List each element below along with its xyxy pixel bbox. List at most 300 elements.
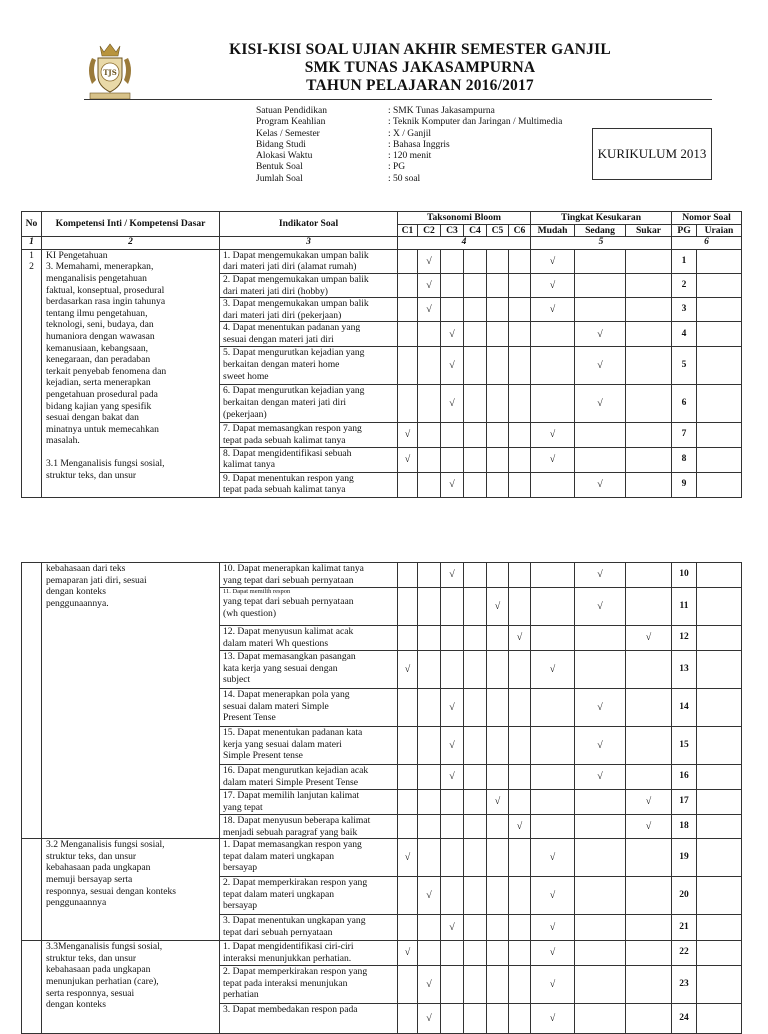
section1-kd_lines-line: pengetahuan prosedural pada	[46, 388, 158, 400]
tingkat-sukar-cell	[626, 273, 672, 297]
title-line-2: SMK TUNAS JAKASAMPURNA	[304, 59, 536, 76]
tingkat-mudah-cell: √	[531, 651, 575, 689]
indikator-line: 15. Dapat menentukan padanan kata	[223, 727, 363, 738]
indikator-line: dari materi jati diri (pekerjaan)	[223, 309, 342, 321]
indikator-cell	[220, 588, 398, 626]
nomor-uraian-cell	[697, 273, 742, 297]
tingkat-mudah-cell	[531, 347, 575, 385]
taksonomi-c2-cell: √	[418, 1004, 441, 1034]
nomor-uraian-cell	[697, 651, 742, 689]
taksonomi-c5-cell	[487, 423, 509, 447]
taksonomi-c6-cell	[509, 472, 531, 497]
taksonomi-c1-cell	[398, 915, 418, 941]
taksonomi-c4-cell	[464, 249, 487, 273]
taksonomi-c5-cell	[487, 563, 509, 588]
section1-kd_lines-line: bidang kajian yang spesifik	[46, 400, 152, 412]
taksonomi-c1-cell	[398, 298, 418, 322]
indikator-line: menjadi sebuah paragraf yang baik	[223, 826, 358, 838]
taksonomi-c4-cell	[464, 273, 487, 297]
taksonomi-c6-cell	[509, 447, 531, 472]
nomor-uraian-cell	[697, 626, 742, 651]
svg-text:TJS: TJS	[103, 68, 117, 77]
nomor-pg-cell: 12	[672, 626, 697, 651]
taksonomi-c2-cell	[418, 563, 441, 588]
taksonomi-c3-cell	[441, 877, 464, 915]
indikator-line: kata kerja yang sesuai dengan	[223, 662, 338, 674]
tingkat-mudah-cell: √	[531, 298, 575, 322]
section1-kd_lines-line: tentang ilmu pengetahuan,	[46, 307, 148, 319]
taksonomi-c2-cell	[418, 765, 441, 790]
nomor-uraian-cell	[697, 941, 742, 966]
taksonomi-c6-cell	[509, 877, 531, 915]
nomor-pg-cell: 4	[672, 322, 697, 347]
taksonomi-c2-cell	[418, 447, 441, 472]
taksonomi-c2-cell	[418, 626, 441, 651]
tingkat-sukar-cell: √	[626, 790, 672, 815]
nomor-pg-cell: 18	[672, 815, 697, 839]
taksonomi-c3-cell	[441, 839, 464, 877]
taksonomi-c1-cell	[398, 273, 418, 297]
indikator-line: dalam materi Simple Present Tense	[223, 776, 359, 788]
info-label: Bentuk Soal	[256, 162, 303, 173]
tingkat-sedang-cell: √	[575, 472, 626, 497]
tingkat-sedang-cell: √	[575, 727, 626, 765]
section2-kd_c_lines-line: kebahasaan pada ungkapan	[46, 964, 151, 976]
taksonomi-c5-cell	[487, 298, 509, 322]
taksonomi-c6-cell	[509, 689, 531, 727]
nomor-uraian-cell	[697, 765, 742, 790]
nomor-uraian-cell	[697, 588, 742, 626]
tingkat-sukar-cell	[626, 689, 672, 727]
taksonomi-c6-cell	[509, 423, 531, 447]
indikator-cell	[220, 651, 398, 689]
info-label: Bidang Studi	[256, 139, 306, 150]
tingkat-mudah-cell	[531, 790, 575, 815]
taksonomi-c3-cell: √	[441, 765, 464, 790]
taksonomi-c4-cell	[464, 588, 487, 626]
index-6: 6	[672, 237, 742, 250]
tingkat-mudah-cell: √	[531, 273, 575, 297]
section1-kd_lines-line: menganalisis pengetahuan	[46, 272, 147, 284]
tingkat-sedang-cell: √	[575, 385, 626, 423]
nomor-pg-cell: 5	[672, 347, 697, 385]
taksonomi-c4-cell	[464, 447, 487, 472]
taksonomi-c4-cell	[464, 915, 487, 941]
section2-kd_c_lines-line: serta responnya, sesuai	[46, 987, 135, 999]
section2-kd_b_lines-line: memuji bersayap serta	[46, 873, 133, 885]
tingkat-sukar-cell	[626, 385, 672, 423]
section2-kd_a_lines-line: penggunaannya.	[46, 597, 109, 609]
nomor-pg-cell: 13	[672, 651, 697, 689]
taksonomi-c2-cell	[418, 839, 441, 877]
taksonomi-c2-cell	[418, 915, 441, 941]
section1-kd_lines-line: berdasarkan rasa ingin tahunya	[46, 296, 166, 308]
col-tingkat: Tingkat Kesukaran	[531, 212, 672, 225]
nomor-pg-cell: 19	[672, 839, 697, 877]
tingkat-sedang-cell	[575, 966, 626, 1004]
tingkat-sukar-cell	[626, 472, 672, 497]
indikator-line: 16. Dapat mengurutkan kejadian acak	[223, 765, 369, 776]
tingkat-sedang-cell: √	[575, 689, 626, 727]
indikator-line: kerja yang sesuai dalam materi	[223, 738, 342, 750]
tingkat-sukar-cell	[626, 915, 672, 941]
tingkat-sedang-cell	[575, 815, 626, 839]
taksonomi-c6-cell	[509, 385, 531, 423]
tingkat-sukar-cell	[626, 966, 672, 1004]
section1-kd_lines-line: KI Pengetahuan	[46, 249, 108, 261]
section2-kd_b_lines-line: penggunaannya	[46, 897, 107, 909]
section1-kd_lines-line: 3. Memahami, menerapkan,	[46, 261, 154, 273]
taksonomi-c1-cell: √	[398, 423, 418, 447]
taksonomi-c4-cell	[464, 765, 487, 790]
taksonomi-c4-cell	[464, 790, 487, 815]
taksonomi-c6-cell	[509, 273, 531, 297]
nomor-uraian-cell	[697, 385, 742, 423]
taksonomi-c3-cell: √	[441, 385, 464, 423]
taksonomi-c1-cell	[398, 588, 418, 626]
section1-kd_lines-line: faktual, konseptual, prosedural	[46, 284, 165, 296]
taksonomi-c6-cell	[509, 839, 531, 877]
taksonomi-c4-cell	[464, 1004, 487, 1034]
school-logo	[84, 40, 136, 102]
section2-kd_b_lines-line: responnya, sesuai dengan konteks	[46, 885, 177, 897]
indikator-line: (pekerjaan)	[223, 408, 267, 420]
taksonomi-c5-cell	[487, 941, 509, 966]
taksonomi-c1-cell	[398, 249, 418, 273]
info-row	[256, 151, 562, 162]
indikator-line: 14. Dapat menerapkan pola yang	[223, 689, 350, 700]
taksonomi-c1-cell	[398, 347, 418, 385]
taksonomi-c3-cell	[441, 626, 464, 651]
section2-kd_a_lines-line: pemaparan jati diri, sesuai	[46, 574, 147, 586]
indikator-line: tepat pada sebuah kalimat tanya	[223, 434, 346, 446]
taksonomi-c6-cell	[509, 765, 531, 790]
indikator-line: 1. Dapat mengidentifikasi ciri-ciri	[223, 941, 354, 953]
taksonomi-c4-cell	[464, 689, 487, 727]
indikator-cell	[220, 626, 398, 651]
kompetensi-cell	[42, 941, 220, 1034]
nomor-pg-cell: 21	[672, 915, 697, 941]
taksonomi-c6-cell	[509, 1004, 531, 1034]
col-mudah: Mudah	[531, 224, 575, 237]
tingkat-sukar-cell	[626, 651, 672, 689]
taksonomi-c1-cell	[398, 1004, 418, 1034]
tingkat-sedang-cell	[575, 423, 626, 447]
indikator-line: 12. Dapat menyusun kalimat acak	[223, 626, 354, 637]
indikator-line: 3. Dapat membedakan respon pada	[223, 1004, 358, 1016]
info-row	[256, 162, 562, 173]
section1-kd_lines-line: minatnya untuk memecahkan	[46, 423, 159, 435]
indikator-line: tepat pada sebuah kalimat tanya	[223, 484, 346, 496]
taksonomi-c5-cell	[487, 273, 509, 297]
tingkat-sedang-cell: √	[575, 322, 626, 347]
section1-no_lines-line: 1	[29, 249, 34, 261]
indikator-line: dari materi jati diri (alamat rumah)	[223, 261, 357, 273]
indikator-cell	[220, 915, 398, 941]
taksonomi-c2-cell	[418, 651, 441, 689]
taksonomi-c6-cell: √	[509, 626, 531, 651]
taksonomi-c3-cell	[441, 966, 464, 1004]
tingkat-sukar-cell	[626, 423, 672, 447]
section1-kd_lines-line: sesuai dengan bakat dan	[46, 412, 139, 424]
nomor-uraian-cell	[697, 423, 742, 447]
section1-kd_lines-line: terkait penyebab fenomena dan	[46, 365, 167, 377]
tingkat-sukar-cell	[626, 347, 672, 385]
tingkat-sukar-cell	[626, 322, 672, 347]
taksonomi-c2-cell	[418, 347, 441, 385]
section1-kd_lines-line: humaniora dengan wawasan	[46, 330, 155, 342]
taksonomi-c4-cell	[464, 839, 487, 877]
taksonomi-c3-cell	[441, 423, 464, 447]
indikator-line: tepat dari sebuah pernyataan	[223, 926, 333, 938]
col-sedang: Sedang	[575, 224, 626, 237]
section1-kd_lines-line: struktur teks, dan unsur	[46, 470, 137, 482]
indikator-cell	[220, 563, 398, 588]
col-pg: PG	[672, 224, 697, 237]
tingkat-sedang-cell	[575, 839, 626, 877]
tingkat-mudah-cell: √	[531, 966, 575, 1004]
info-row	[256, 140, 562, 151]
taksonomi-c1-cell	[398, 626, 418, 651]
taksonomi-c5-cell	[487, 249, 509, 273]
kompetensi-cell	[42, 839, 220, 941]
info-row	[256, 174, 562, 185]
indikator-line: Simple Present tense	[223, 750, 303, 762]
indikator-cell	[220, 877, 398, 915]
col-nomor: Nomor Soal	[672, 212, 742, 225]
taksonomi-c5-cell	[487, 626, 509, 651]
info-value: : X / Ganjil	[388, 128, 432, 139]
taksonomi-c3-cell	[441, 815, 464, 839]
taksonomi-c1-cell: √	[398, 941, 418, 966]
no-cell	[22, 839, 42, 941]
tingkat-sukar-cell	[626, 727, 672, 765]
info-value: : SMK Tunas Jakasampurna	[388, 106, 495, 116]
indikator-line: subject	[223, 674, 251, 686]
indikator-cell	[220, 322, 398, 347]
tingkat-sukar-cell	[626, 588, 672, 626]
indikator-cell	[220, 765, 398, 790]
nomor-uraian-cell	[697, 877, 742, 915]
nomor-uraian-cell	[697, 298, 742, 322]
taksonomi-c4-cell	[464, 472, 487, 497]
tingkat-mudah-cell	[531, 689, 575, 727]
taksonomi-c2-cell	[418, 385, 441, 423]
col-uraian: Uraian	[697, 224, 742, 237]
nomor-pg-cell: 2	[672, 273, 697, 297]
taksonomi-c6-cell	[509, 915, 531, 941]
nomor-pg-cell: 9	[672, 472, 697, 497]
taksonomi-c6-cell	[509, 790, 531, 815]
nomor-pg-cell: 10	[672, 563, 697, 588]
indikator-line: 5. Dapat mengurutkan kejadian yang	[223, 347, 365, 359]
indikator-line: berkaitan dengan materi home	[223, 358, 340, 370]
indikator-line: tepat dalam materi ungkapan	[223, 850, 335, 862]
taksonomi-c3-cell: √	[441, 472, 464, 497]
section1-kd_lines-line: teknologi, seni, budaya, dan	[46, 319, 154, 331]
indikator-line: interaksi menunjukkan perhatian.	[223, 952, 352, 964]
tingkat-sedang-cell	[575, 651, 626, 689]
table-row	[22, 941, 742, 966]
taksonomi-c3-cell: √	[441, 727, 464, 765]
taksonomi-c5-cell	[487, 472, 509, 497]
section1-kd_lines-line: kemanusiaan, kebangsaan,	[46, 342, 149, 354]
kurikulum-box: KURIKULUM 2013	[592, 128, 712, 180]
tingkat-sukar-cell: √	[626, 815, 672, 839]
taksonomi-c5-cell	[487, 839, 509, 877]
tingkat-sukar-cell	[626, 563, 672, 588]
indikator-cell	[220, 1004, 398, 1034]
indikator-line: perhatian	[223, 989, 259, 1001]
taksonomi-c5-cell	[487, 877, 509, 915]
taksonomi-c2-cell	[418, 322, 441, 347]
section1-kd_lines-line: masalah.	[46, 435, 80, 447]
nomor-uraian-cell	[697, 249, 742, 273]
indikator-line: (wh question)	[223, 607, 277, 619]
nomor-uraian-cell	[697, 815, 742, 839]
nomor-uraian-cell	[697, 839, 742, 877]
section2-kd_b_lines-line: 3.2 Menganalisis fungsi sosial,	[46, 839, 165, 851]
tingkat-mudah-cell: √	[531, 877, 575, 915]
no-cell	[22, 249, 42, 497]
info-value: : Teknik Komputer dan Jaringan / Multimedia	[388, 117, 563, 128]
kompetensi-cell	[42, 249, 220, 497]
indikator-line: 2. Dapat memperkirakan respon yang	[223, 877, 368, 889]
col-c4: C4	[464, 224, 487, 237]
taksonomi-c6-cell	[509, 966, 531, 1004]
taksonomi-c1-cell: √	[398, 839, 418, 877]
info-row	[256, 106, 562, 117]
taksonomi-c5-cell	[487, 689, 509, 727]
taksonomi-c3-cell: √	[441, 915, 464, 941]
nomor-pg-cell: 15	[672, 727, 697, 765]
taksonomi-c2-cell: √	[418, 273, 441, 297]
nomor-pg-cell: 22	[672, 941, 697, 966]
taksonomi-c1-cell	[398, 877, 418, 915]
taksonomi-c5-cell	[487, 447, 509, 472]
section2-kd_c_lines-line: menunjukan perhatian (care),	[46, 975, 159, 987]
taksonomi-c1-cell	[398, 727, 418, 765]
taksonomi-c2-cell	[418, 790, 441, 815]
taksonomi-c4-cell	[464, 347, 487, 385]
document-info	[256, 106, 562, 185]
tingkat-sukar-cell: √	[626, 626, 672, 651]
info-row	[256, 117, 562, 128]
taksonomi-c3-cell	[441, 588, 464, 626]
tingkat-sedang-cell	[575, 298, 626, 322]
col-indikator: Indikator Soal	[220, 212, 398, 237]
indikator-line: 6. Dapat mengurutkan kejadian yang	[223, 385, 365, 397]
tingkat-sedang-cell	[575, 877, 626, 915]
info-row	[256, 129, 562, 140]
taksonomi-c3-cell: √	[441, 322, 464, 347]
taksonomi-c2-cell	[418, 815, 441, 839]
table-row	[22, 563, 742, 588]
nomor-pg-cell: 14	[672, 689, 697, 727]
taksonomi-c2-cell: √	[418, 298, 441, 322]
tingkat-mudah-cell: √	[531, 915, 575, 941]
taksonomi-c4-cell	[464, 563, 487, 588]
nomor-pg-cell: 24	[672, 1004, 697, 1034]
taksonomi-c6-cell	[509, 651, 531, 689]
tingkat-mudah-cell	[531, 765, 575, 790]
tingkat-sukar-cell	[626, 839, 672, 877]
taksonomi-c3-cell: √	[441, 689, 464, 727]
nomor-pg-cell: 11	[672, 588, 697, 626]
tingkat-mudah-cell: √	[531, 423, 575, 447]
taksonomi-c2-cell	[418, 941, 441, 966]
col-taksonomi: Taksonomi Bloom	[398, 212, 531, 225]
tingkat-mudah-cell: √	[531, 1004, 575, 1034]
title-line-3: TAHUN PELAJARAN 2016/2017	[306, 77, 534, 94]
indikator-cell	[220, 385, 398, 423]
indikator-cell	[220, 447, 398, 472]
index-1: 1	[22, 237, 42, 250]
indikator-cell	[220, 941, 398, 966]
taksonomi-c5-cell	[487, 347, 509, 385]
tingkat-mudah-cell	[531, 727, 575, 765]
taksonomi-c5-cell	[487, 322, 509, 347]
indikator-line: 13. Dapat memasangkan pasangan	[223, 651, 356, 662]
indikator-line: sesuai dengan materi jati diri	[223, 333, 334, 345]
indikator-line: yang tepat	[223, 801, 263, 813]
taksonomi-c5-cell: √	[487, 790, 509, 815]
tingkat-mudah-cell: √	[531, 447, 575, 472]
taksonomi-c5-cell: √	[487, 588, 509, 626]
indikator-cell	[220, 273, 398, 297]
nomor-uraian-cell	[697, 966, 742, 1004]
nomor-pg-cell: 23	[672, 966, 697, 1004]
indikator-cell	[220, 689, 398, 727]
col-no: No	[22, 212, 42, 237]
taksonomi-c6-cell	[509, 727, 531, 765]
taksonomi-c3-cell	[441, 651, 464, 689]
indikator-line: sesuai dalam materi Simple	[223, 700, 329, 712]
taksonomi-c6-cell	[509, 322, 531, 347]
taksonomi-c5-cell	[487, 385, 509, 423]
indikator-line: 3. Dapat menentukan ungkapan yang	[223, 915, 366, 927]
tingkat-mudah-cell	[531, 815, 575, 839]
taksonomi-c6-cell	[509, 347, 531, 385]
tingkat-sukar-cell	[626, 941, 672, 966]
taksonomi-c5-cell	[487, 765, 509, 790]
taksonomi-c4-cell	[464, 385, 487, 423]
tingkat-sedang-cell	[575, 1004, 626, 1034]
no-cell	[22, 941, 42, 1034]
taksonomi-c4-cell	[464, 651, 487, 689]
nomor-uraian-cell	[697, 790, 742, 815]
nomor-uraian-cell	[697, 347, 742, 385]
indikator-line: tepat pada interaksi menunjukan	[223, 977, 348, 989]
nomor-uraian-cell	[697, 322, 742, 347]
tingkat-mudah-cell: √	[531, 941, 575, 966]
info-label: Kelas / Semester	[256, 128, 320, 139]
taksonomi-c2-cell: √	[418, 966, 441, 1004]
taksonomi-c3-cell	[441, 1004, 464, 1034]
indikator-line: tepat dalam materi ungkapan	[223, 888, 335, 900]
indikator-line: sweet home	[223, 370, 269, 382]
taksonomi-c1-cell	[398, 322, 418, 347]
col-sukar: Sukar	[626, 224, 672, 237]
tingkat-mudah-cell	[531, 472, 575, 497]
taksonomi-c2-cell: √	[418, 877, 441, 915]
nomor-uraian-cell	[697, 727, 742, 765]
index-5: 5	[531, 237, 672, 250]
indikator-line: bersayap	[223, 900, 258, 912]
tingkat-sedang-cell	[575, 626, 626, 651]
indikator-cell	[220, 839, 398, 877]
nomor-uraian-cell	[697, 447, 742, 472]
